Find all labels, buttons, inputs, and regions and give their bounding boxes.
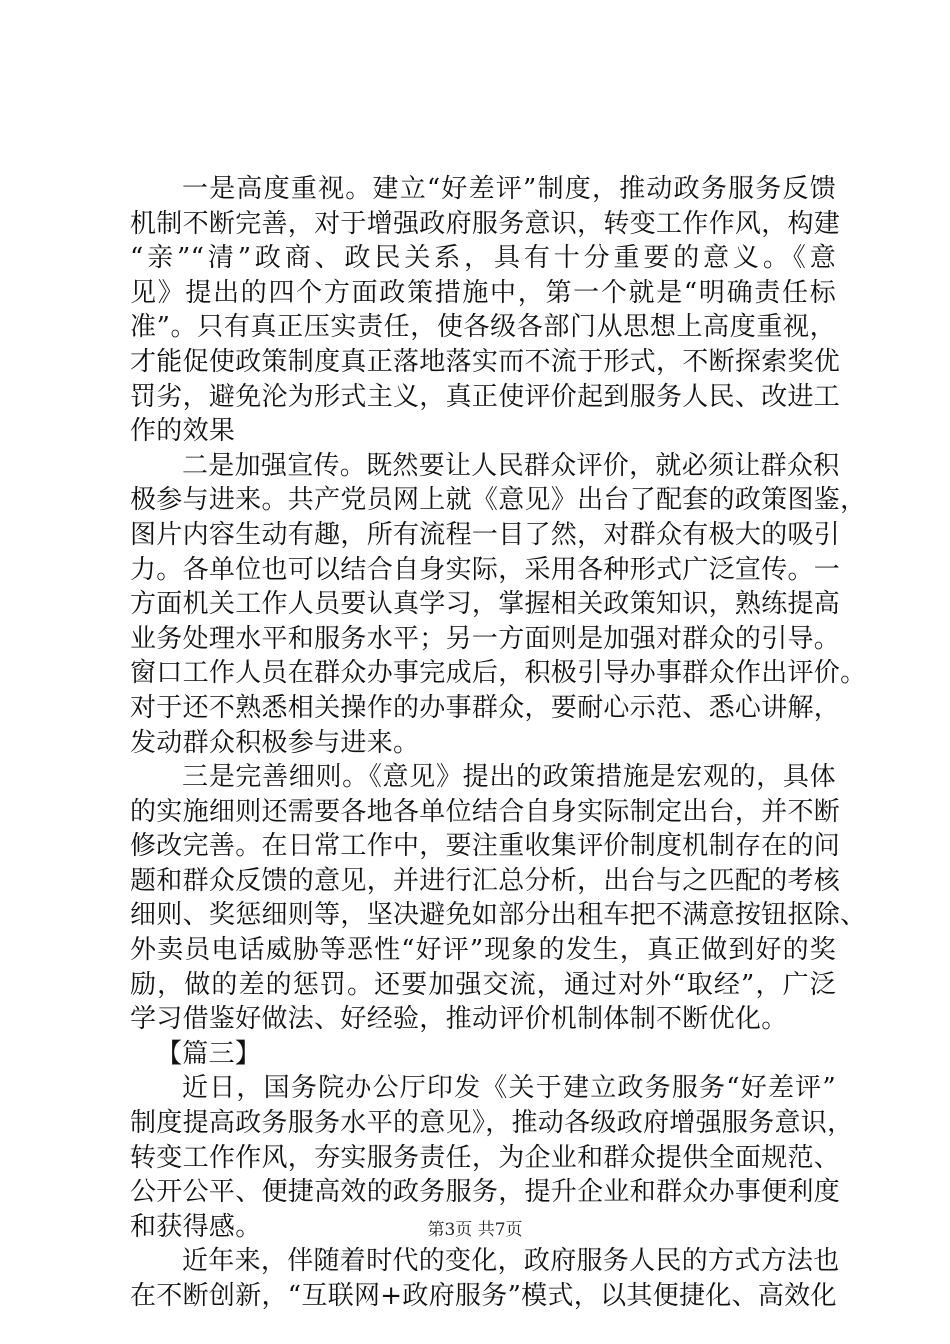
section-heading-text: 【篇三】 [156, 1038, 262, 1069]
text-line: 机制不断完善，对于增强政府服务意识，转变工作作风，构建 [130, 208, 841, 239]
text-line: 业务处理水平和服务水平；另一方面则是加强对群众的引导。 [130, 623, 841, 654]
text-line: 方面机关工作人员要认真学习，掌握相关政策知识，熟练提高 [130, 589, 841, 620]
text-line: 准”。只有真正压实责任，使各级各部门从思想上高度重视， [130, 312, 836, 343]
text-line: 图片内容生动有趣，所有流程一目了然，对群众有极大的吸引 [130, 519, 841, 550]
text-line: “亲”“清”政商、政民关系，具有十分重要的意义。《意 [130, 243, 836, 274]
text-line: 力。各单位也可以结合自身实际，采用各种形式广泛宣传。一 [130, 554, 841, 585]
text-line: 一是高度重视。建立“好差评”制度，推动政务服务反馈 [182, 174, 836, 204]
text-line: 对于还不熟悉相关操作的办事群众，要耐心示范、悉心讲解， [130, 692, 841, 723]
text-line: 和获得感。 [130, 1211, 262, 1242]
text-line: 细则、奖惩细则等，坚决避免如部分出租车把不满意按钮抠除、 [130, 900, 867, 931]
text-line: 发动群众积极参与进来。 [130, 727, 420, 758]
text-line: 的实施细则还需要各地各单位结合自身实际制定出台，并不断 [130, 796, 841, 827]
paragraph-2 [130, 449, 867, 760]
text-line: 作的效果 [130, 416, 236, 447]
text-line: 转变工作作风，夯实服务责任，为企业和群众提供全面规范、 [130, 1142, 841, 1173]
paragraph-5 [130, 1244, 840, 1313]
text-line: 题和群众反馈的意见，并进行汇总分析，出台与之匹配的考核 [130, 865, 841, 896]
section-heading [130, 1037, 836, 1072]
paragraph-3 [130, 760, 867, 1037]
text-line: 近日，国务院办公厅印发《关于建立政务服务“好差评” [182, 1073, 836, 1104]
text-line: 才能促使政策制度真正落地落实而不流于形式，不断探索奖优 [130, 346, 841, 377]
text-line: 近年来，伴随着时代的变化，政府服务人民的方式方法也 [182, 1246, 840, 1277]
text-line: 励，做的差的惩罚。还要加强交流，通过对外“取经”，广泛 [130, 969, 836, 1000]
text-line: 制度提高政务服务水平的意见》，推动各级政府增强服务意识， [130, 1108, 854, 1139]
text-line: 公开公平、便捷高效的政务服务，提升企业和群众办事便利度 [130, 1177, 841, 1208]
text-line: 学习借鉴好做法、好经验，推动评价机制体制不断优化。 [130, 1004, 788, 1035]
text-line: 罚劣，避免沦为形式主义，真正使评价起到服务人民、改进工 [130, 381, 841, 412]
text-line: 三是完善细则。《意见》提出的政策措施是宏观的，具体 [182, 762, 836, 793]
page-number-footer: 第3页 共7页 [427, 1220, 523, 1240]
document-body [130, 172, 867, 1314]
text-line: 窗口工作人员在群众办事完成后，积极引导办事群众作出评价。 [130, 658, 867, 689]
text-line: 在不断创新，“互联网+政府服务”模式，以其便捷化、高效化 [130, 1281, 837, 1311]
text-line: 二是加强宣传。既然要让人民群众评价，就必须让群众积 [182, 450, 840, 481]
text-line: 见》提出的四个方面政策措施中，第一个就是“明确责任标 [130, 277, 836, 308]
text-line: 外卖员电话威胁等恶性“好评”现象的发生，真正做到好的奖 [130, 935, 836, 966]
text-line: 极参与进来。共产党员网上就《意见》出台了配套的政策图鉴， [130, 485, 867, 516]
text-line: 修改完善。在日常工作中，要注重收集评价制度机制存在的问 [130, 831, 841, 862]
paragraph-1 [130, 172, 841, 449]
